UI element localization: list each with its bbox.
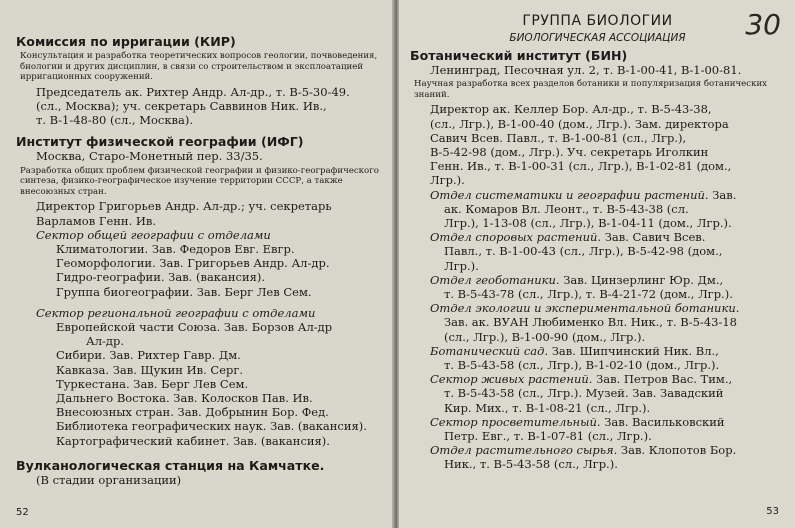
- kir-line: Председатель ак. Рихтер Андр. Ал-др., т. В-5-30-49.: [36, 84, 350, 99]
- dept-systematics: Отдел систематики и географии растений. Зав.: [430, 187, 737, 202]
- dept-geobotany: т. В-5-43-78 (сл., Лгр.), т. В-4-21-72 (дом., Лгр.).: [444, 287, 733, 302]
- sector-regional-heading: Сектор региональной географии с отделами: [36, 305, 316, 320]
- volcano-subtitle: (В стадии организации): [36, 472, 182, 487]
- ifg-address: Москва, Старо-Монетный пер. 33/35.: [36, 149, 263, 164]
- list-item: Европейской части Союза. Зав. Борзов Ал-др: [56, 320, 333, 334]
- left-page: [0, 0, 396, 528]
- dept-living: т. В-5-43-58 (сл., Лгр.). Музей. Зав. Завадский: [444, 386, 724, 401]
- ifg-director: Варламов Генн. Ив.: [36, 213, 157, 228]
- dept-education: Петр. Евг., т. В-1-07-81 (сл., Лгр.).: [444, 429, 652, 444]
- ifg-description: Разработка общих проблем физической географии и физико-географического синтеза, физико-географическое изучение территории СССР, а также внесоюзных стран.: [20, 165, 379, 197]
- list-item: Ал-др.: [86, 334, 124, 349]
- bin-heading: Ботанический институт (БИН): [410, 48, 628, 63]
- bin-director: В-5-42-98 (дом., Лгр.). Уч. секретарь Иголкин: [430, 145, 709, 159]
- dept-garden: т. В-5-43-58 (сл., Лгр.), В-1-02-10 (дом., Лгр.).: [444, 358, 720, 373]
- kir-heading: Комиссия по ирригации (КИР): [16, 34, 236, 49]
- dept-raw-materials: Отдел растительного сырья. Зав. Клопотов Бор.: [430, 443, 737, 458]
- page-number: 52: [16, 507, 29, 518]
- dept-living: Кир. Мих., т. В-1-08-21 (сл., Лгр.).: [444, 400, 651, 415]
- bin-director: Директор ак. Келлер Бор. Ал-др., т. В-5-43-38,: [430, 102, 712, 117]
- list-item: Картографический кабинет. Зав. (вакансия).: [56, 433, 330, 448]
- volcano-heading: Вулканологическая станция на Камчатке.: [16, 457, 325, 473]
- bin-director: Лгр.).: [430, 173, 465, 188]
- page-number: 53: [766, 506, 779, 517]
- list-item: Библиотека географических наук. Зав. (вакансия).: [56, 419, 367, 434]
- list-item: Группа биогеографии. Зав. Берг Лев Сем.: [56, 284, 312, 299]
- dept-spore: Отдел споровых растений. Зав. Савич Всев.: [430, 230, 706, 245]
- dept-spore: Павл., т. В-1-00-43 (сл., Лгр.), В-5-42-98 (дом.,: [444, 244, 723, 259]
- dept-systematics: Лгр.), 1-13-08 (сл., Лгр.), В-1-04-11 (дом., Лгр.).: [444, 216, 732, 231]
- page-title: ГРУППА БИОЛОГИИ: [522, 13, 673, 29]
- kir-line: т. В-1-48-80 (сл., Москва).: [36, 113, 194, 128]
- ifg-heading: Институт физической географии (ИФГ): [16, 134, 304, 150]
- dept-systematics: ак. Комаров Вл. Леонт., т. В-5-43-38 (сл.: [444, 201, 689, 216]
- bin-address: Ленинград, Песочная ул. 2, т. В-1-00-41, В-1-00-81.: [430, 63, 742, 77]
- dept-garden: Ботанический сад. Зав. Шипчинский Ник. Вл.,: [430, 343, 719, 358]
- list-item: Гидро-географии. Зав. (вакансия).: [56, 270, 266, 285]
- dept-living: Сектор живых растений. Зав. Петров Вас. Тим.,: [430, 372, 733, 387]
- dept-spore: Лгр.).: [444, 258, 479, 273]
- page-subtitle: БИОЛОГИЧЕСКАЯ АССОЦИАЦИЯ: [509, 32, 686, 44]
- dept-ecology: Отдел экологии и экспериментальной ботаники.: [430, 301, 740, 316]
- dept-geobotany: Отдел геоботаники. Зав. Цинзерлинг Юр. Дм.,: [430, 272, 724, 287]
- bin-director: Савич Всев. Павл., т. В-1-00-81 (сл., Лгр.),: [430, 130, 687, 145]
- list-item: Дальнего Востока. Зав. Колосков Пав. Ив.: [56, 391, 313, 406]
- bin-director: (сл., Лгр.), В-1-00-40 (дом., Лгр.). Зам. директора: [430, 116, 729, 131]
- list-item: Кавказа. Зав. Щукин Ив. Серг.: [56, 362, 244, 377]
- handwritten-mark: 30: [745, 8, 781, 41]
- kir-description: Консультация и разработка теоретических вопросов геологии, почвоведения, биологии и других дисциплин, в связи со строительством и эксплоатацией ирригационных сооружений.: [20, 51, 378, 83]
- dept-ecology: (сл., Лгр.), В-1-00-90 (дом., Лгр.).: [444, 329, 646, 344]
- list-item: Климатологии. Зав. Федоров Евг. Евгр.: [56, 241, 295, 256]
- dept-ecology: Зав. ак. ВУАН Любименко Вл. Ник., т. В-5-43-18: [444, 315, 737, 330]
- bin-description: Научная разработка всех разделов ботаники и популяризация ботанических знаний.: [414, 79, 768, 100]
- right-page: [399, 0, 795, 528]
- dept-education: Сектор просветительный. Зав. Васильковский: [430, 414, 725, 429]
- list-item: Геоморфологии. Зав. Григорьев Андр. Ал-др.: [56, 256, 330, 271]
- bin-director: Генн. Ив., т. В-1-00-31 (сл., Лгр.), В-1-02-81 (дом.,: [430, 159, 732, 174]
- sector-general-heading: Сектор общей географии с отделами: [36, 227, 271, 242]
- list-item: Туркестана. Зав. Берг Лев Сем.: [56, 376, 249, 391]
- list-item: Сибири. Зав. Рихтер Гавр. Дм.: [56, 348, 241, 363]
- dept-raw-materials: Ник., т. В-5-43-58 (сл., Лгр.).: [444, 457, 618, 472]
- ifg-director: Директор Григорьев Андр. Ал-др.; уч. секретарь: [36, 199, 332, 214]
- list-item: Внесоюзных стран. Зав. Добрынин Бор. Фед.: [56, 405, 329, 420]
- kir-line: (сл., Москва); уч. секретарь Саввинов Ник. Ив.,: [36, 98, 327, 113]
